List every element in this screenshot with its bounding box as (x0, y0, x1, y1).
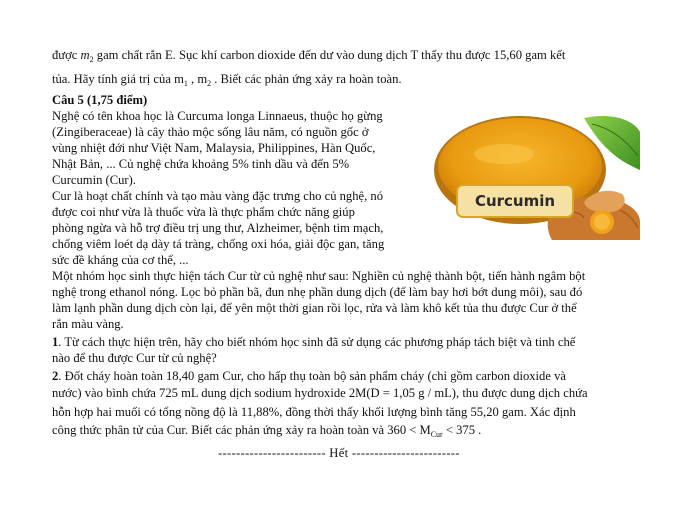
text-line: được $m_2$ gam chất rắn E. Sục khí carbon dioxide đến dư vào dung dịch T thấy thu được 15,60 gam kết (52, 48, 566, 64)
molar-mass-range: $360 < M_{Cur} < 375$ (387, 423, 476, 439)
question-2: 2. Đốt cháy hoàn toàn 18,40 gam Cur, cho hấp thụ toàn bộ sản phẩm cháy (chỉ gồm carbon dioxide và (52, 369, 566, 383)
curcumin-photo (434, 110, 640, 240)
text-line: Một nhóm học sinh thực hiện tách Cur từ củ nghệ như sau: Nghiền củ nghệ thành bột, tiến hành ngâm bột (52, 269, 586, 283)
text-line: nào để thu được Cur từ củ nghệ? (52, 351, 217, 365)
text-line: sức đề kháng của cơ thể, ... (52, 253, 189, 267)
text-line: tủa. Hãy tính giá trị của $m_1$ , $m_2$ . Biết các phản ứng xảy ra hoàn toàn. (52, 72, 402, 88)
text-line: chống viêm loét dạ dày tá tràng, chống oxi hóa, giải độc gan, tăng (52, 237, 385, 251)
text-line: Cur là hoạt chất chính và tạo màu vàng đặc trưng cho củ nghệ, nó (52, 189, 384, 203)
end-marker: ------------------------ Hết ------------------------ (218, 446, 460, 460)
text-line: công thức phân tử của Cur. Biết các phản ứng xảy ra hoàn toàn và $360 < M_{Cur} < 375$ . (52, 423, 482, 439)
curcumin-label: Curcumin (456, 184, 574, 218)
question-1: 1. Từ cách thực hiện trên, hãy cho biết nhóm học sinh đã sử dụng các phương pháp tách biệt và tinh chế (52, 335, 576, 349)
text-line: làm lạnh phần dung dịch còn lại, để yên một thời gian rồi lọc, rửa và làm khô kết tủa thu được Cur ở thể (52, 301, 577, 315)
turmeric-illustration (434, 110, 640, 240)
text-line: Nghệ có tên khoa học là Curcuma longa Linnaeus, thuộc họ gừng (52, 109, 383, 123)
text-line: nước) vào bình chứa 725 mL dung dịch sodium hydroxide 2M(D = 1,05 g / mL), thu được dung dịch chứa (52, 386, 588, 400)
text-line: Curcumin (Cur). (52, 173, 136, 187)
text-line: Nhật Bản, ... Củ nghệ chứa khoảng 5% tinh dầu và đến 5% (52, 157, 350, 171)
text-line: được coi như vừa là thuốc vừa là thực phẩm chức năng giúp (52, 205, 355, 219)
concentration-formula: 2M(D = 1,05 g / mL) (348, 386, 457, 400)
text-line: phòng ngừa và hỗ trợ điều trị ung thư, Alzheimer, bệnh tim mạch, (52, 221, 384, 235)
text-line: hỗn hợp hai muối có tổng nồng độ là 11,88%, đồng thời thấy khối lượng bình tăng 55,20 gam. Xác định (52, 405, 576, 419)
text-line: nghệ trong ethanol nóng. Lọc bỏ phần bã, đun nhẹ phần dung dịch (để làm bay hơi bớt dung môi), sau đó (52, 285, 583, 299)
text-line: vùng nhiệt đới như Việt Nam, Malaysia, Philippines, Hàn Quốc, (52, 141, 376, 155)
question-heading: Câu 5 (1,75 điểm) (52, 93, 148, 107)
text-line: (Zingiberaceae) là cây thảo mộc sống lâu năm, có nguồn gốc ở (52, 125, 369, 139)
text-line: rắn màu vàng. (52, 317, 124, 331)
